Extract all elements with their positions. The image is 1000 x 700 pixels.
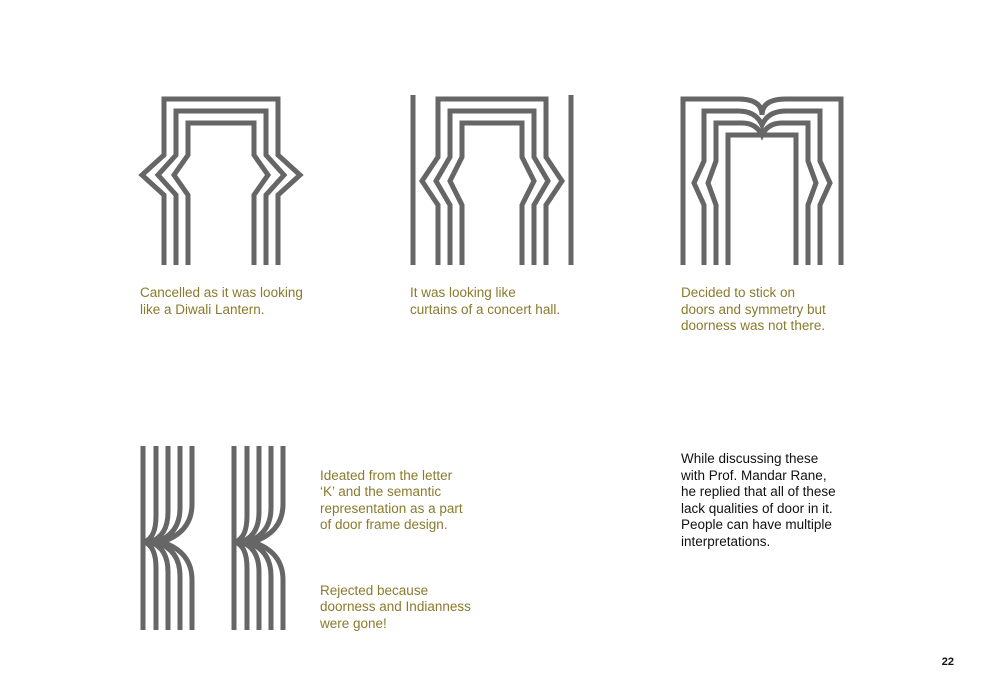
symmetric-door-logo-icon bbox=[678, 95, 846, 267]
caption-letter-k-idea: Ideated from the letter ‘K’ and the semantic representation as a part of door frame design. bbox=[320, 467, 463, 532]
caption-letter-k-rejection: Rejected because doorness and Indianness were gone! bbox=[320, 582, 471, 631]
caption-symmetry: Decided to stick on doors and symmetry but doorness was not there. bbox=[681, 285, 826, 333]
caption-letter-k bbox=[320, 451, 471, 649]
curtain-door-logo-icon bbox=[408, 95, 576, 267]
lantern-door-logo-icon bbox=[138, 95, 306, 267]
k-door-logo-icon bbox=[138, 446, 300, 632]
caption-gap bbox=[320, 550, 471, 566]
caption-lantern: Cancelled as it was looking like a Diwali Lantern. bbox=[140, 285, 303, 317]
discussion-note: While discussing these with Prof. Mandar Rane, he replied that all of these lack qualities of door in it. People can have multiple interpretations. bbox=[681, 451, 836, 549]
page-number: 22 bbox=[941, 656, 954, 668]
caption-curtains: It was looking like curtains of a concert hall. bbox=[410, 285, 561, 317]
